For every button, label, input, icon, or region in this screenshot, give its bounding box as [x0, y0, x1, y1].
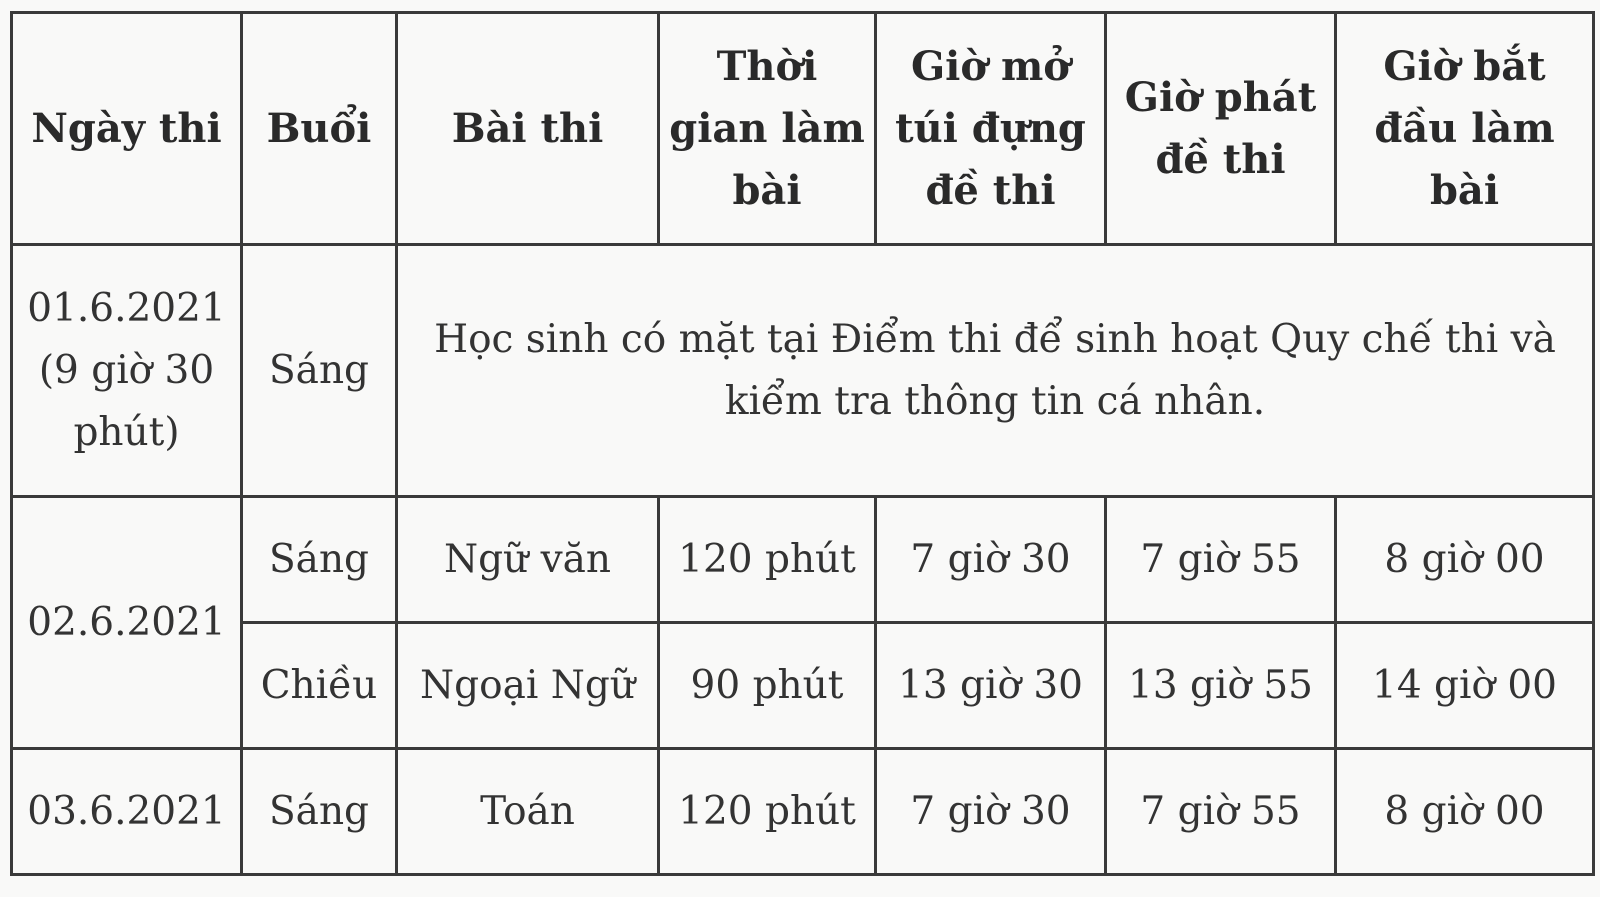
- cell-open-time: 13 giờ 30: [876, 623, 1106, 749]
- table-row: [12, 245, 1594, 497]
- header-exam-date: Ngày thi: [12, 13, 242, 245]
- cell-subject: Toán: [397, 749, 659, 875]
- cell-start-time: 8 giờ 00: [1336, 497, 1594, 623]
- cell-duration: 120 phút: [659, 497, 876, 623]
- cell-session: Sáng: [242, 245, 397, 497]
- cell-distribute-time: 13 giờ 55: [1106, 623, 1336, 749]
- cell-start-time: 14 giờ 00: [1336, 623, 1594, 749]
- header-distribute-time: Giờ phát đề thi: [1106, 13, 1336, 245]
- cell-duration: 120 phút: [659, 749, 876, 875]
- header-row: [12, 13, 1594, 245]
- exam-schedule-table: [10, 11, 1595, 876]
- cell-subject: Ngoại Ngữ: [397, 623, 659, 749]
- header-duration: Thời gian làm bài: [659, 13, 876, 245]
- cell-session: Sáng: [242, 749, 397, 875]
- header-start-time: Giờ bắt đầu làm bài: [1336, 13, 1594, 245]
- cell-subject: Ngữ văn: [397, 497, 659, 623]
- header-open-envelope-time: Giờ mở túi đựng đề thi: [876, 13, 1106, 245]
- table-row: [12, 623, 1594, 749]
- header-subject: Bài thi: [397, 13, 659, 245]
- cell-date: 02.6.2021: [12, 497, 242, 749]
- table-row: [12, 497, 1594, 623]
- cell-note: Học sinh có mặt tại Điểm thi để sinh hoạt Quy chế thi và kiểm tra thông tin cá nhân.: [397, 245, 1594, 497]
- cell-open-time: 7 giờ 30: [876, 749, 1106, 875]
- header-session: Buổi: [242, 13, 397, 245]
- cell-distribute-time: 7 giờ 55: [1106, 497, 1336, 623]
- cell-distribute-time: 7 giờ 55: [1106, 749, 1336, 875]
- cell-date: 03.6.2021: [12, 749, 242, 875]
- cell-session: Sáng: [242, 497, 397, 623]
- cell-start-time: 8 giờ 00: [1336, 749, 1594, 875]
- cell-date: 01.6.2021 (9 giờ 30 phút): [12, 245, 242, 497]
- cell-duration: 90 phút: [659, 623, 876, 749]
- table-row: [12, 749, 1594, 875]
- cell-session: Chiều: [242, 623, 397, 749]
- cell-open-time: 7 giờ 30: [876, 497, 1106, 623]
